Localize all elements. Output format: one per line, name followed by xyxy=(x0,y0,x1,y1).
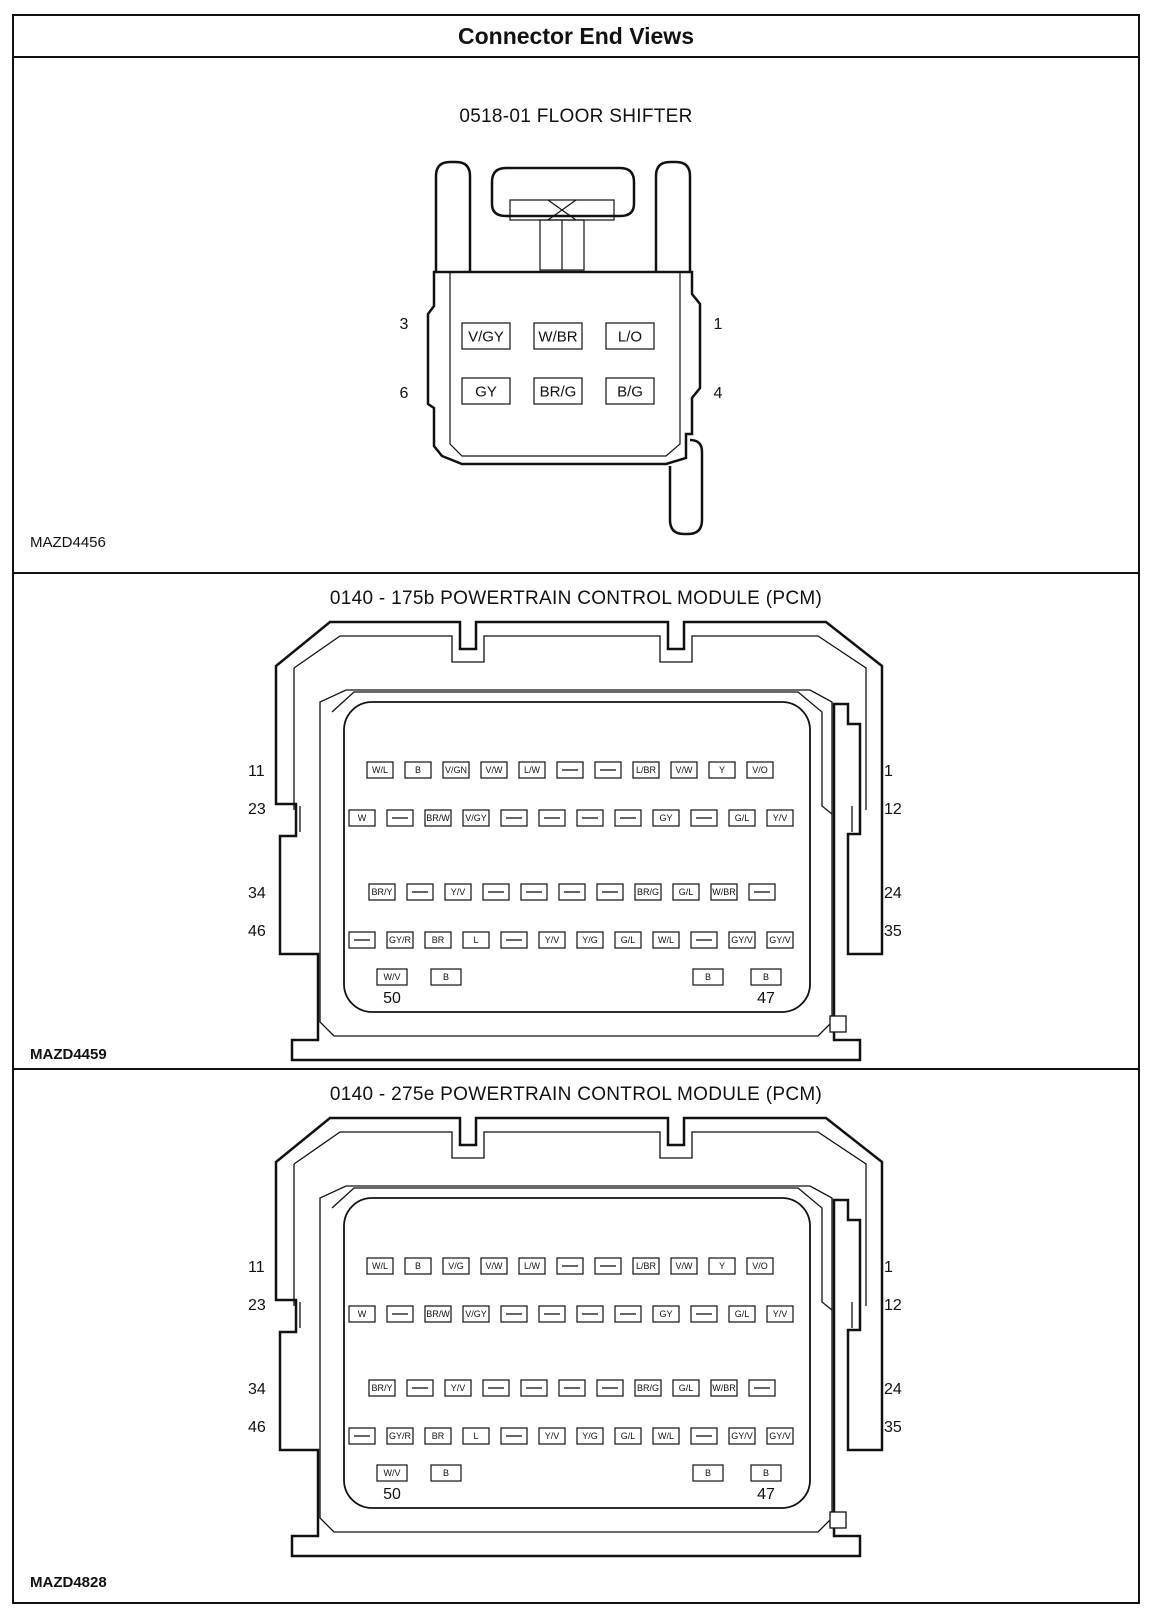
svg-text:GY/V: GY/V xyxy=(769,935,791,946)
pin-label xyxy=(691,1306,717,1322)
pin-label xyxy=(431,1465,461,1481)
svg-text:G/L: G/L xyxy=(678,1383,694,1394)
pin-label xyxy=(729,810,755,826)
svg-text:W: W xyxy=(357,813,367,824)
pin-label xyxy=(463,1428,489,1444)
svg-text:GY/V: GY/V xyxy=(731,1431,753,1442)
pin-label xyxy=(349,810,375,826)
pin-label xyxy=(557,1258,583,1274)
pin-label xyxy=(559,1380,585,1396)
pin-number: 12 xyxy=(884,801,902,818)
pin-label xyxy=(443,1258,469,1274)
pin-label xyxy=(483,1380,509,1396)
svg-text:V/O: V/O xyxy=(752,765,768,776)
pcm-175b-connector-diagram xyxy=(14,574,1142,1070)
pin-label xyxy=(349,1428,375,1444)
pin-label xyxy=(597,1380,623,1396)
pin-label xyxy=(534,323,582,349)
svg-text:G/L: G/L xyxy=(678,887,694,898)
pin-label xyxy=(539,1428,565,1444)
svg-text:B: B xyxy=(704,1468,712,1479)
pin-number: 46 xyxy=(248,1419,266,1436)
diagram-id: MAZD4456 xyxy=(30,534,106,551)
pin-label xyxy=(747,762,773,778)
pin-label xyxy=(425,810,451,826)
pin-number-6: 6 xyxy=(399,385,409,402)
pin-label xyxy=(431,969,461,985)
pin-label xyxy=(462,323,510,349)
pin-label xyxy=(673,884,699,900)
svg-text:W/BR: W/BR xyxy=(538,328,578,346)
svg-text:V/W: V/W xyxy=(485,1261,503,1272)
svg-text:B: B xyxy=(442,972,450,983)
pin-label xyxy=(445,884,471,900)
svg-text:Y/V: Y/V xyxy=(450,1383,466,1394)
pin-label xyxy=(407,884,433,900)
svg-text:Y/G: Y/G xyxy=(582,1431,598,1442)
pin-label xyxy=(539,932,565,948)
svg-text:W/V: W/V xyxy=(383,1468,401,1479)
svg-text:G/L: G/L xyxy=(734,813,750,824)
pin-number: 1 xyxy=(884,1259,893,1276)
svg-text:B: B xyxy=(442,1468,450,1479)
svg-text:W/L: W/L xyxy=(657,1431,675,1442)
pin-label xyxy=(577,932,603,948)
svg-text:L/W: L/W xyxy=(523,1261,541,1272)
diagram-id: MAZD4828 xyxy=(30,1574,107,1591)
svg-text:B: B xyxy=(414,1261,422,1272)
connector-end-views-sheet xyxy=(12,14,1140,1604)
pcm-175b-panel xyxy=(14,574,1138,1070)
pin-label xyxy=(653,1306,679,1322)
svg-text:W/L: W/L xyxy=(371,1261,389,1272)
pin-label xyxy=(501,1306,527,1322)
pin-label xyxy=(367,762,393,778)
pin-number: 24 xyxy=(884,885,902,902)
pin-label xyxy=(367,1258,393,1274)
pin-label xyxy=(653,1428,679,1444)
pin-number: 11 xyxy=(248,1259,265,1276)
pin-label xyxy=(443,762,469,778)
pin-label xyxy=(377,969,407,985)
svg-text:V/W: V/W xyxy=(485,765,503,776)
pin-label xyxy=(693,969,723,985)
svg-text:L/W: L/W xyxy=(523,765,541,776)
svg-text:BR/Y: BR/Y xyxy=(371,887,393,898)
pin-label xyxy=(425,1306,451,1322)
svg-text:Y: Y xyxy=(718,1261,726,1272)
svg-text:GY/R: GY/R xyxy=(388,935,412,946)
pin-label xyxy=(519,1258,545,1274)
pin-label xyxy=(711,884,737,900)
pin-label xyxy=(691,932,717,948)
svg-text:BR/G: BR/G xyxy=(636,1383,660,1394)
svg-text:BR/G: BR/G xyxy=(539,383,577,401)
pin-number: 35 xyxy=(884,923,902,940)
pin-number: 50 xyxy=(383,1486,401,1503)
pin-label xyxy=(633,762,659,778)
pin-label xyxy=(387,932,413,948)
pin-label xyxy=(557,762,583,778)
diagram-id: MAZD4459 xyxy=(30,1046,107,1063)
pin-label xyxy=(691,810,717,826)
svg-text:G/L: G/L xyxy=(620,935,636,946)
pin-label xyxy=(633,1258,659,1274)
pin-number: 12 xyxy=(884,1297,902,1314)
pin-number: 24 xyxy=(884,1381,902,1398)
pin-label xyxy=(767,810,793,826)
svg-text:Y/G: Y/G xyxy=(582,935,598,946)
pcm-275e-title: 0140 - 275e POWERTRAIN CONTROL MODULE (PCM) xyxy=(329,1084,823,1105)
pin-label xyxy=(559,884,585,900)
pin-label xyxy=(709,762,735,778)
pin-label xyxy=(606,378,654,404)
pin-label xyxy=(483,884,509,900)
pin-label xyxy=(635,884,661,900)
pin-label xyxy=(369,1380,395,1396)
pin-label xyxy=(349,932,375,948)
svg-text:W: W xyxy=(357,1309,367,1320)
pin-number: 47 xyxy=(757,990,775,1007)
svg-text:V/W: V/W xyxy=(675,765,693,776)
pin-label xyxy=(521,884,547,900)
svg-text:W/L: W/L xyxy=(371,765,389,776)
svg-text:V/GY: V/GY xyxy=(468,328,504,346)
pin-label xyxy=(749,884,775,900)
svg-text:GY: GY xyxy=(659,1309,673,1320)
svg-text:GY/V: GY/V xyxy=(769,1431,791,1442)
svg-text:BR/W: BR/W xyxy=(426,1309,450,1320)
pin-label xyxy=(501,1428,527,1444)
pin-number-3: 3 xyxy=(399,316,409,333)
svg-text:B/G: B/G xyxy=(617,383,643,401)
pin-label xyxy=(387,1306,413,1322)
svg-text:V/GY: V/GY xyxy=(465,813,487,824)
pin-label xyxy=(635,1380,661,1396)
pin-label xyxy=(597,884,623,900)
pin-label xyxy=(463,932,489,948)
svg-text:V/G: V/G xyxy=(448,1261,464,1272)
svg-text:Y: Y xyxy=(718,765,726,776)
pin-label xyxy=(577,1428,603,1444)
pin-label xyxy=(445,1380,471,1396)
svg-text:L: L xyxy=(473,935,479,946)
pin-label xyxy=(615,1306,641,1322)
svg-text:L/BR: L/BR xyxy=(635,765,657,776)
svg-text:L: L xyxy=(473,1431,479,1442)
pin-label xyxy=(615,1428,641,1444)
svg-text:BR/G: BR/G xyxy=(636,887,660,898)
svg-text:V/GN: V/GN xyxy=(444,765,468,776)
pin-label xyxy=(521,1380,547,1396)
pin-label xyxy=(407,1380,433,1396)
pin-label xyxy=(751,1465,781,1481)
pin-number: 34 xyxy=(248,885,266,902)
pin-label xyxy=(606,323,654,349)
svg-text:Y/V: Y/V xyxy=(772,813,788,824)
pin-number: 11 xyxy=(248,763,265,780)
svg-text:B: B xyxy=(704,972,712,983)
svg-text:W/BR: W/BR xyxy=(712,887,736,898)
pin-label xyxy=(539,810,565,826)
svg-text:GY: GY xyxy=(475,383,497,401)
pin-label xyxy=(481,1258,507,1274)
pin-label xyxy=(577,810,603,826)
svg-text:BR: BR xyxy=(431,1431,445,1442)
svg-text:B: B xyxy=(762,1468,770,1479)
svg-text:B: B xyxy=(762,972,770,983)
svg-text:B: B xyxy=(414,765,422,776)
svg-text:BR: BR xyxy=(431,935,445,946)
pin-number: 46 xyxy=(248,923,266,940)
svg-text:V/O: V/O xyxy=(752,1261,768,1272)
pin-number-1: 1 xyxy=(713,316,723,333)
pin-label xyxy=(749,1380,775,1396)
pin-label xyxy=(767,932,793,948)
pin-number: 1 xyxy=(884,763,893,780)
pin-label xyxy=(711,1380,737,1396)
pin-number: 50 xyxy=(383,990,401,1007)
pcm-175b-title: 0140 - 175b POWERTRAIN CONTROL MODULE (PCM) xyxy=(329,588,823,609)
svg-text:W/BR: W/BR xyxy=(712,1383,736,1394)
pcm-275e-panel xyxy=(14,1070,1138,1604)
pcm-275e-connector-diagram xyxy=(14,1070,1142,1604)
pin-label xyxy=(425,932,451,948)
pin-label xyxy=(595,1258,621,1274)
pin-label xyxy=(377,1465,407,1481)
pin-number: 34 xyxy=(248,1381,266,1398)
pin-label xyxy=(693,1465,723,1481)
pin-label xyxy=(729,1306,755,1322)
pin-label xyxy=(501,810,527,826)
pin-label xyxy=(709,1258,735,1274)
pin-number-4: 4 xyxy=(713,385,723,402)
pin-label xyxy=(691,1428,717,1444)
pin-label xyxy=(653,810,679,826)
pin-label xyxy=(534,378,582,404)
pin-label xyxy=(671,1258,697,1274)
pin-number: 35 xyxy=(884,1419,902,1436)
svg-text:W/L: W/L xyxy=(657,935,675,946)
pin-number: 47 xyxy=(757,1486,775,1503)
pin-label xyxy=(653,932,679,948)
pin-label xyxy=(729,1428,755,1444)
page-title: Connector End Views xyxy=(14,16,1138,58)
svg-text:G/L: G/L xyxy=(620,1431,636,1442)
pin-label xyxy=(463,1306,489,1322)
pin-label xyxy=(405,762,431,778)
svg-text:L/O: L/O xyxy=(617,328,643,346)
pin-label xyxy=(729,932,755,948)
pin-label xyxy=(673,1380,699,1396)
pin-number: 23 xyxy=(248,1297,266,1314)
pin-label xyxy=(615,810,641,826)
svg-text:V/GY: V/GY xyxy=(465,1309,487,1320)
pin-label xyxy=(539,1306,565,1322)
pin-number: 23 xyxy=(248,801,266,818)
pin-label xyxy=(767,1428,793,1444)
svg-text:BR/W: BR/W xyxy=(426,813,450,824)
pin-label xyxy=(501,932,527,948)
pin-label xyxy=(481,762,507,778)
pin-label xyxy=(519,762,545,778)
svg-text:G/L: G/L xyxy=(734,1309,750,1320)
pin-label xyxy=(387,1428,413,1444)
pin-label xyxy=(349,1306,375,1322)
floor-shifter-panel xyxy=(14,58,1138,574)
pin-label xyxy=(577,1306,603,1322)
svg-text:Y/V: Y/V xyxy=(772,1309,788,1320)
svg-text:V/W: V/W xyxy=(675,1261,693,1272)
svg-text:Y/V: Y/V xyxy=(544,1431,560,1442)
pin-label xyxy=(595,762,621,778)
pin-label xyxy=(387,810,413,826)
svg-text:BR/Y: BR/Y xyxy=(371,1383,393,1394)
pin-label xyxy=(369,884,395,900)
svg-text:Y/V: Y/V xyxy=(544,935,560,946)
pin-label xyxy=(747,1258,773,1274)
svg-text:GY/R: GY/R xyxy=(388,1431,412,1442)
floor-shifter-title: 0518-01 FLOOR SHIFTER xyxy=(459,106,693,127)
pin-label xyxy=(425,1428,451,1444)
svg-text:W/V: W/V xyxy=(383,972,401,983)
pin-label xyxy=(462,378,510,404)
pin-label xyxy=(615,932,641,948)
svg-text:L/BR: L/BR xyxy=(635,1261,657,1272)
svg-text:GY/V: GY/V xyxy=(731,935,753,946)
pin-label xyxy=(767,1306,793,1322)
pin-label xyxy=(671,762,697,778)
svg-text:GY: GY xyxy=(659,813,673,824)
pin-label xyxy=(405,1258,431,1274)
pin-label xyxy=(751,969,781,985)
floor-shifter-connector-diagram xyxy=(14,58,1142,574)
pin-label xyxy=(463,810,489,826)
svg-text:Y/V: Y/V xyxy=(450,887,466,898)
